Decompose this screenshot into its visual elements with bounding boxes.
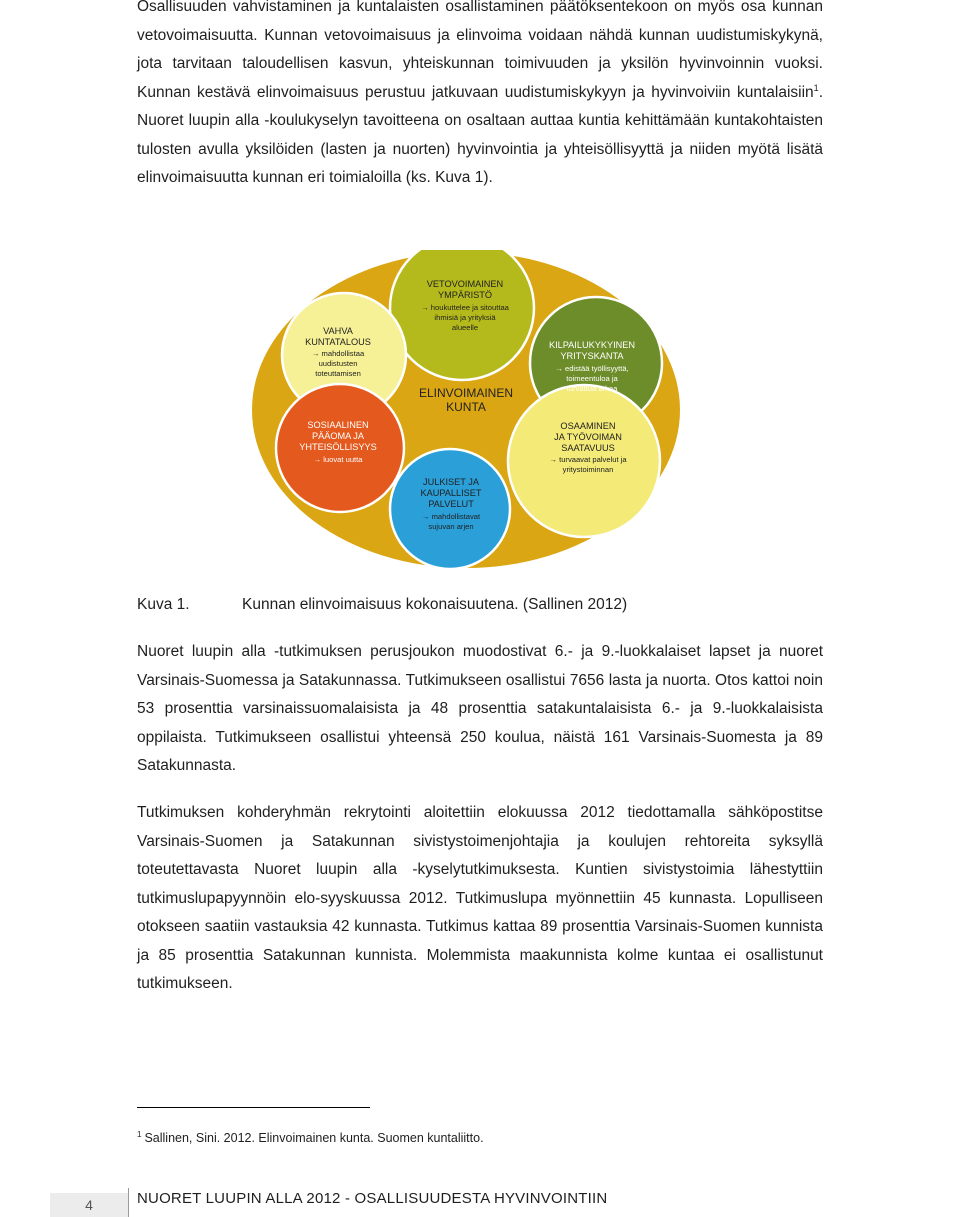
right-bottom-circle-desc-1: → turvaavat palvelut ja bbox=[549, 455, 627, 464]
body-paragraph-3: Tutkimuksen kohderyhmän rekrytointi aloitettiin elokuussa 2012 tiedottamalla sähköpostitse Varsinais-Suomen ja Satakunnan sivistystoimenjohtajia ja koulujen rehtoreita syksyllä toteutettavasta Nuoret luupin alla -kyselytutkimuksesta. Kuntien sivistystoimia lähestyttiin tutkimuslupapyynnöin elo-syyskuussa 2012. Tutkimuslupa myönnettiin 45 kunnasta. Lopulliseen otokseen saatiin vastauksia 42 kunnasta. Tutkimus kattaa 89 prosenttia Varsinais-Suomen kunnista ja 85 prosenttia Satakunnan kunnista. Molemmista maakunnista kolme kuntaa ei osallistunut tutkimukseen. bbox=[137, 804, 823, 992]
right-bottom-circle-title-3: SAATAVUUS bbox=[561, 443, 615, 453]
right-bottom-circle-title-1: OSAAMINEN bbox=[560, 421, 616, 431]
left-bottom-circle-title-1: SOSIAALINEN bbox=[307, 420, 369, 430]
body-paragraph-2: Nuoret luupin alla -tutkimuksen perusjoukon muodostivat 6.- ja 9.-luokkalaiset lapset ja nuoret Varsinais-Suomessa ja Satakunnassa. Tutkimukseen osallistui 7656 lasta ja nuorta. Otos kattoi noin 53 prosenttia varsinaissuomalaisista ja 48 prosenttia satakuntalaisista 6.- ja 9.-luokkalaisista oppilaista. Tutkimukseen osallistui yhteensä 250 koulua, näistä 161 Varsinais-Suomesta ja 89 Satakunnasta. bbox=[137, 643, 823, 774]
center-label-line-1: ELINVOIMAINEN bbox=[418, 386, 514, 400]
right-top-circle-title-1: KILPAILUKYKYINEN bbox=[548, 340, 636, 350]
right-bottom-circle-title-2: JA TYÖVOIMAN bbox=[554, 432, 622, 442]
bottom-circle-desc-1: → mahdollistavat bbox=[421, 512, 481, 521]
left-top-circle-desc-2: uudistusten bbox=[318, 359, 358, 368]
left-bottom-circle-title-3: YHTEISÖLLISYYS bbox=[299, 442, 377, 452]
footer-divider bbox=[128, 1188, 129, 1217]
circle-bottom bbox=[390, 449, 510, 569]
left-top-circle-desc-1: → mahdollistaa bbox=[311, 349, 365, 358]
right-top-circle-desc-1: → edistää työllisyyttä, bbox=[555, 364, 629, 373]
right-top-circle-title-2: YRITYSKANTA bbox=[560, 351, 624, 361]
vitality-diagram bbox=[250, 250, 682, 570]
top-circle-desc-2: ihmisiä ja yrityksiä bbox=[434, 313, 496, 322]
center-label-line-2: KUNTA bbox=[446, 400, 486, 414]
top-circle-desc-1: → houkuttelee ja sitouttaa bbox=[421, 303, 509, 312]
footnote-text: Sallinen, Sini. 2012. Elinvoimainen kunta. Suomen kuntaliitto. bbox=[144, 1131, 484, 1145]
right-top-circle-desc-3: turvattua arkea bbox=[566, 384, 618, 393]
bottom-circle-title-2: KAUPALLISET bbox=[420, 488, 482, 498]
figure-caption bbox=[137, 594, 627, 616]
left-top-circle-desc-3: toteuttamisen bbox=[315, 369, 361, 378]
paragraph-1-text-b: . Nuoret luupin alla -koulukyselyn tavoitteena on osaltaan auttaa kuntia kehittämään kuntakohtaisten tulosten avulla yksilöiden (lasten ja nuorten) hyvinvointia ja yhteisöllisyyttä ja niiden myötä lisätä elinvoimaisuutta kunnan eri toimialoilla (ks. Kuva 1). bbox=[137, 83, 823, 186]
left-top-circle-title-2: KUNTATALOUS bbox=[305, 337, 371, 347]
bottom-circle-title-3: PALVELUT bbox=[428, 499, 474, 509]
running-title: NUORET LUUPIN ALLA 2012 - OSALLISUUDESTA HYVINVOINTIIN bbox=[137, 1190, 608, 1207]
paragraph-1-text-a: Osallisuuden vahvistaminen ja kuntalaisten osallistaminen päätöksentekoon on myös osa kunnan vetovoimaisuutta. Kunnan vetovoimaisuus ja elinvoima voidaan nähdä kunnan uudistumiskykynä, jota tarvitaan taloudellisen kasvun, yhteiskunnan toimivuuden ja yksilön hyvinvoinnin vuoksi. Kunnan kestävä elinvoimaisuus perustuu jatkuvaan uudistumiskykyyn ja hyvinvoiviin kuntalaisiin bbox=[137, 0, 823, 101]
figure-caption-text: Kunnan elinvoimaisuus kokonaisuutena. (Sallinen 2012) bbox=[242, 596, 628, 613]
page-number: 4 bbox=[50, 1193, 128, 1217]
figure-caption-number: Kuva 1. bbox=[137, 596, 190, 613]
bottom-circle-desc-2: sujuvan arjen bbox=[428, 522, 474, 531]
top-circle-title-2: YMPÄRISTÖ bbox=[437, 290, 493, 300]
left-bottom-circle-title-2: PÄÄOMA JA bbox=[311, 431, 365, 441]
footnote-marker: 1 bbox=[137, 1130, 142, 1139]
right-bottom-circle-desc-2: yritystoiminnan bbox=[562, 465, 614, 474]
left-top-circle-title-1: VAHVA bbox=[323, 326, 353, 336]
top-circle-desc-3: alueelle bbox=[451, 323, 479, 332]
vitality-diagram-svg bbox=[250, 250, 682, 570]
footnote bbox=[137, 1127, 484, 1146]
footnote-separator bbox=[137, 1107, 370, 1108]
bottom-circle-title-1: JULKISET JA bbox=[423, 477, 479, 487]
left-bottom-circle-desc-1: → luovat uutta bbox=[313, 455, 363, 464]
right-top-circle-desc-2: toimeentuloa ja bbox=[566, 374, 618, 383]
footnote-reference[interactable]: 1 bbox=[813, 82, 819, 93]
top-circle-title-1: VETOVOIMAINEN bbox=[426, 279, 504, 289]
body-paragraph-1 bbox=[137, 0, 823, 193]
